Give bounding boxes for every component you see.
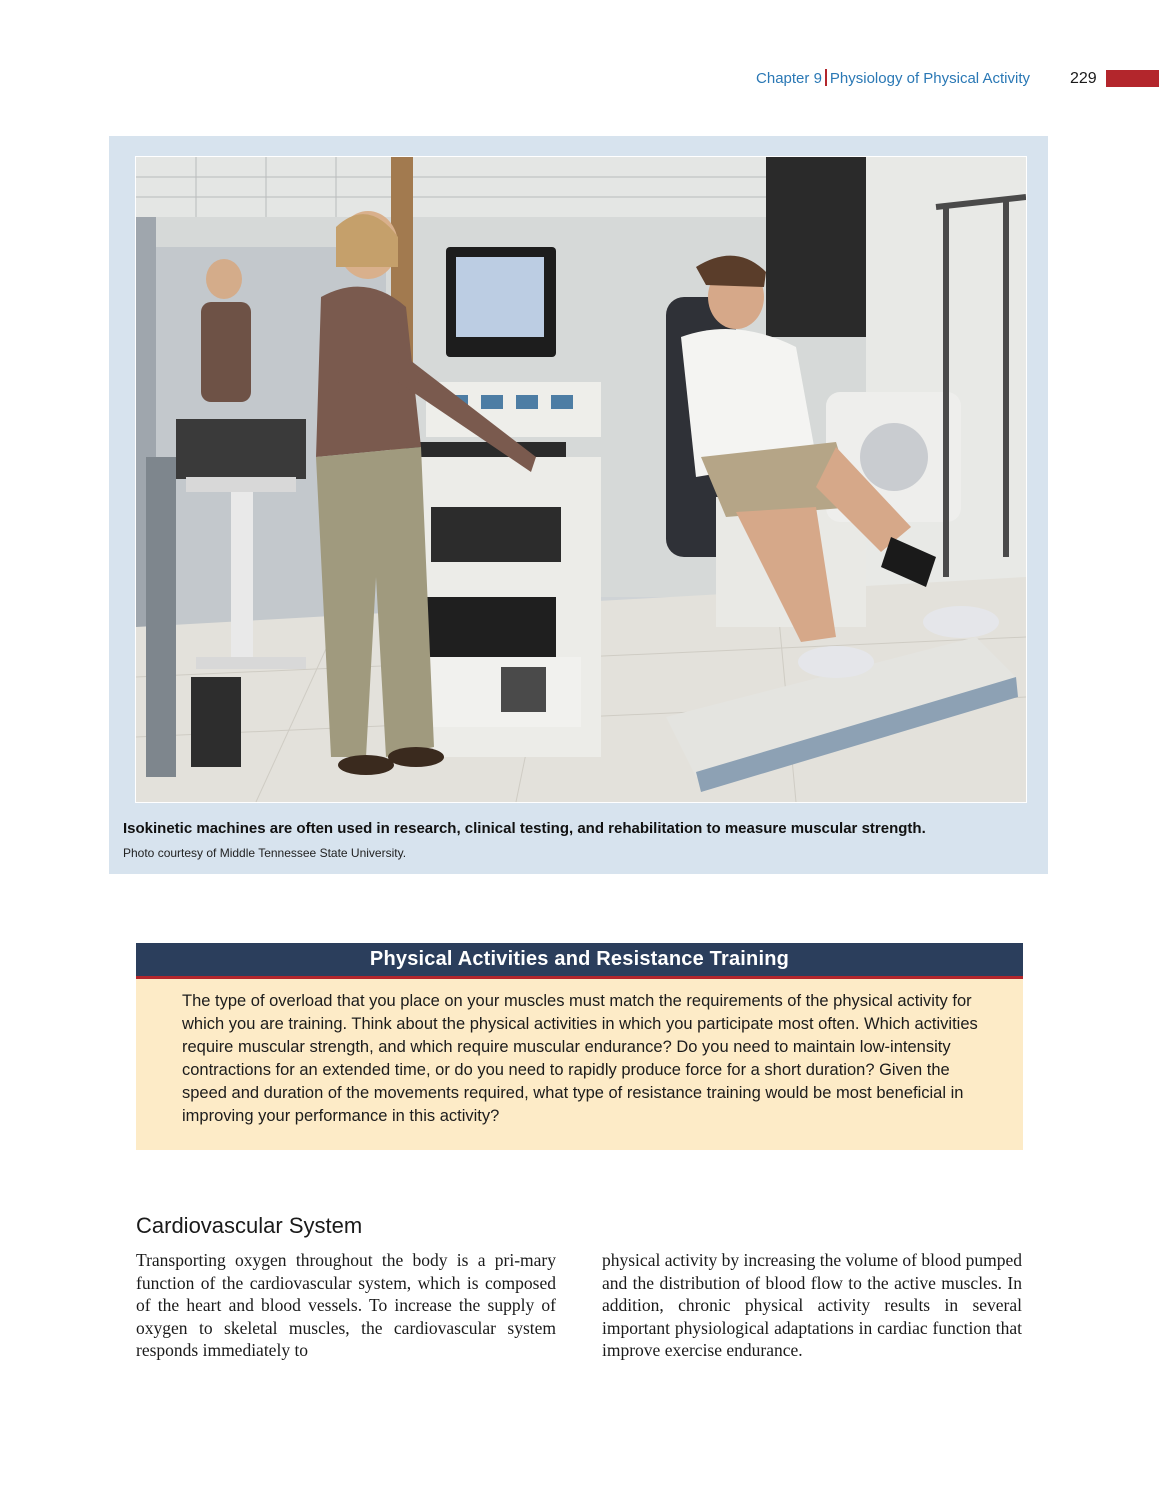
chapter-label: Chapter 9: [756, 70, 822, 87]
figure-credit: Photo courtesy of Middle Tennessee State University.: [123, 846, 407, 860]
figure-caption: Isokinetic machines are often used in research, clinical testing, and rehabilitation to measure muscular strength.: [123, 820, 926, 837]
activity-body: The type of overload that you place on your muscles must match the requirements of the physical activity for which you are training. Think about the physical activities in which you participate most often. Which activities require muscular strength, and which require muscular endurance? Do you need to maintain low-intensity contractions for an extended time, or do you need to rapidly produce force for a short duration? Given the speed and duration of the movements required, what type of resistance training would be most beneficial in improving your performance in this activity?: [182, 992, 978, 1125]
running-header: [700, 66, 1030, 92]
activity-title-bar: [136, 943, 1023, 979]
body-column-left: Transporting oxygen throughout the body is a pri-mary function of the cardiovascular system, which is composed of the heart and blood vessels. To increase the supply of oxygen to skeletal muscles, the cardiovascular system responds immediately to: [136, 1250, 556, 1360]
photo-illustration: [136, 157, 1026, 802]
section-heading: Cardiovascular System: [136, 1213, 363, 1238]
page-number: 229: [1070, 70, 1097, 87]
page-tab-marker: [1106, 70, 1159, 87]
header-separator: [825, 69, 827, 86]
photo-isokinetic-machine: [135, 156, 1027, 803]
figure: [109, 136, 1048, 874]
body-column-right: physical activity by increasing the volume of blood pumped and the distribution of blood flow to the active muscles. In addition, chronic physical activity results in several important physiological adaptations in cardiac function that improve exercise endurance.: [602, 1250, 1022, 1360]
activity-box: [136, 943, 1023, 1150]
activity-title: Physical Activities and Resistance Training: [369, 948, 790, 970]
chapter-title: Physiology of Physical Activity: [829, 70, 1030, 87]
